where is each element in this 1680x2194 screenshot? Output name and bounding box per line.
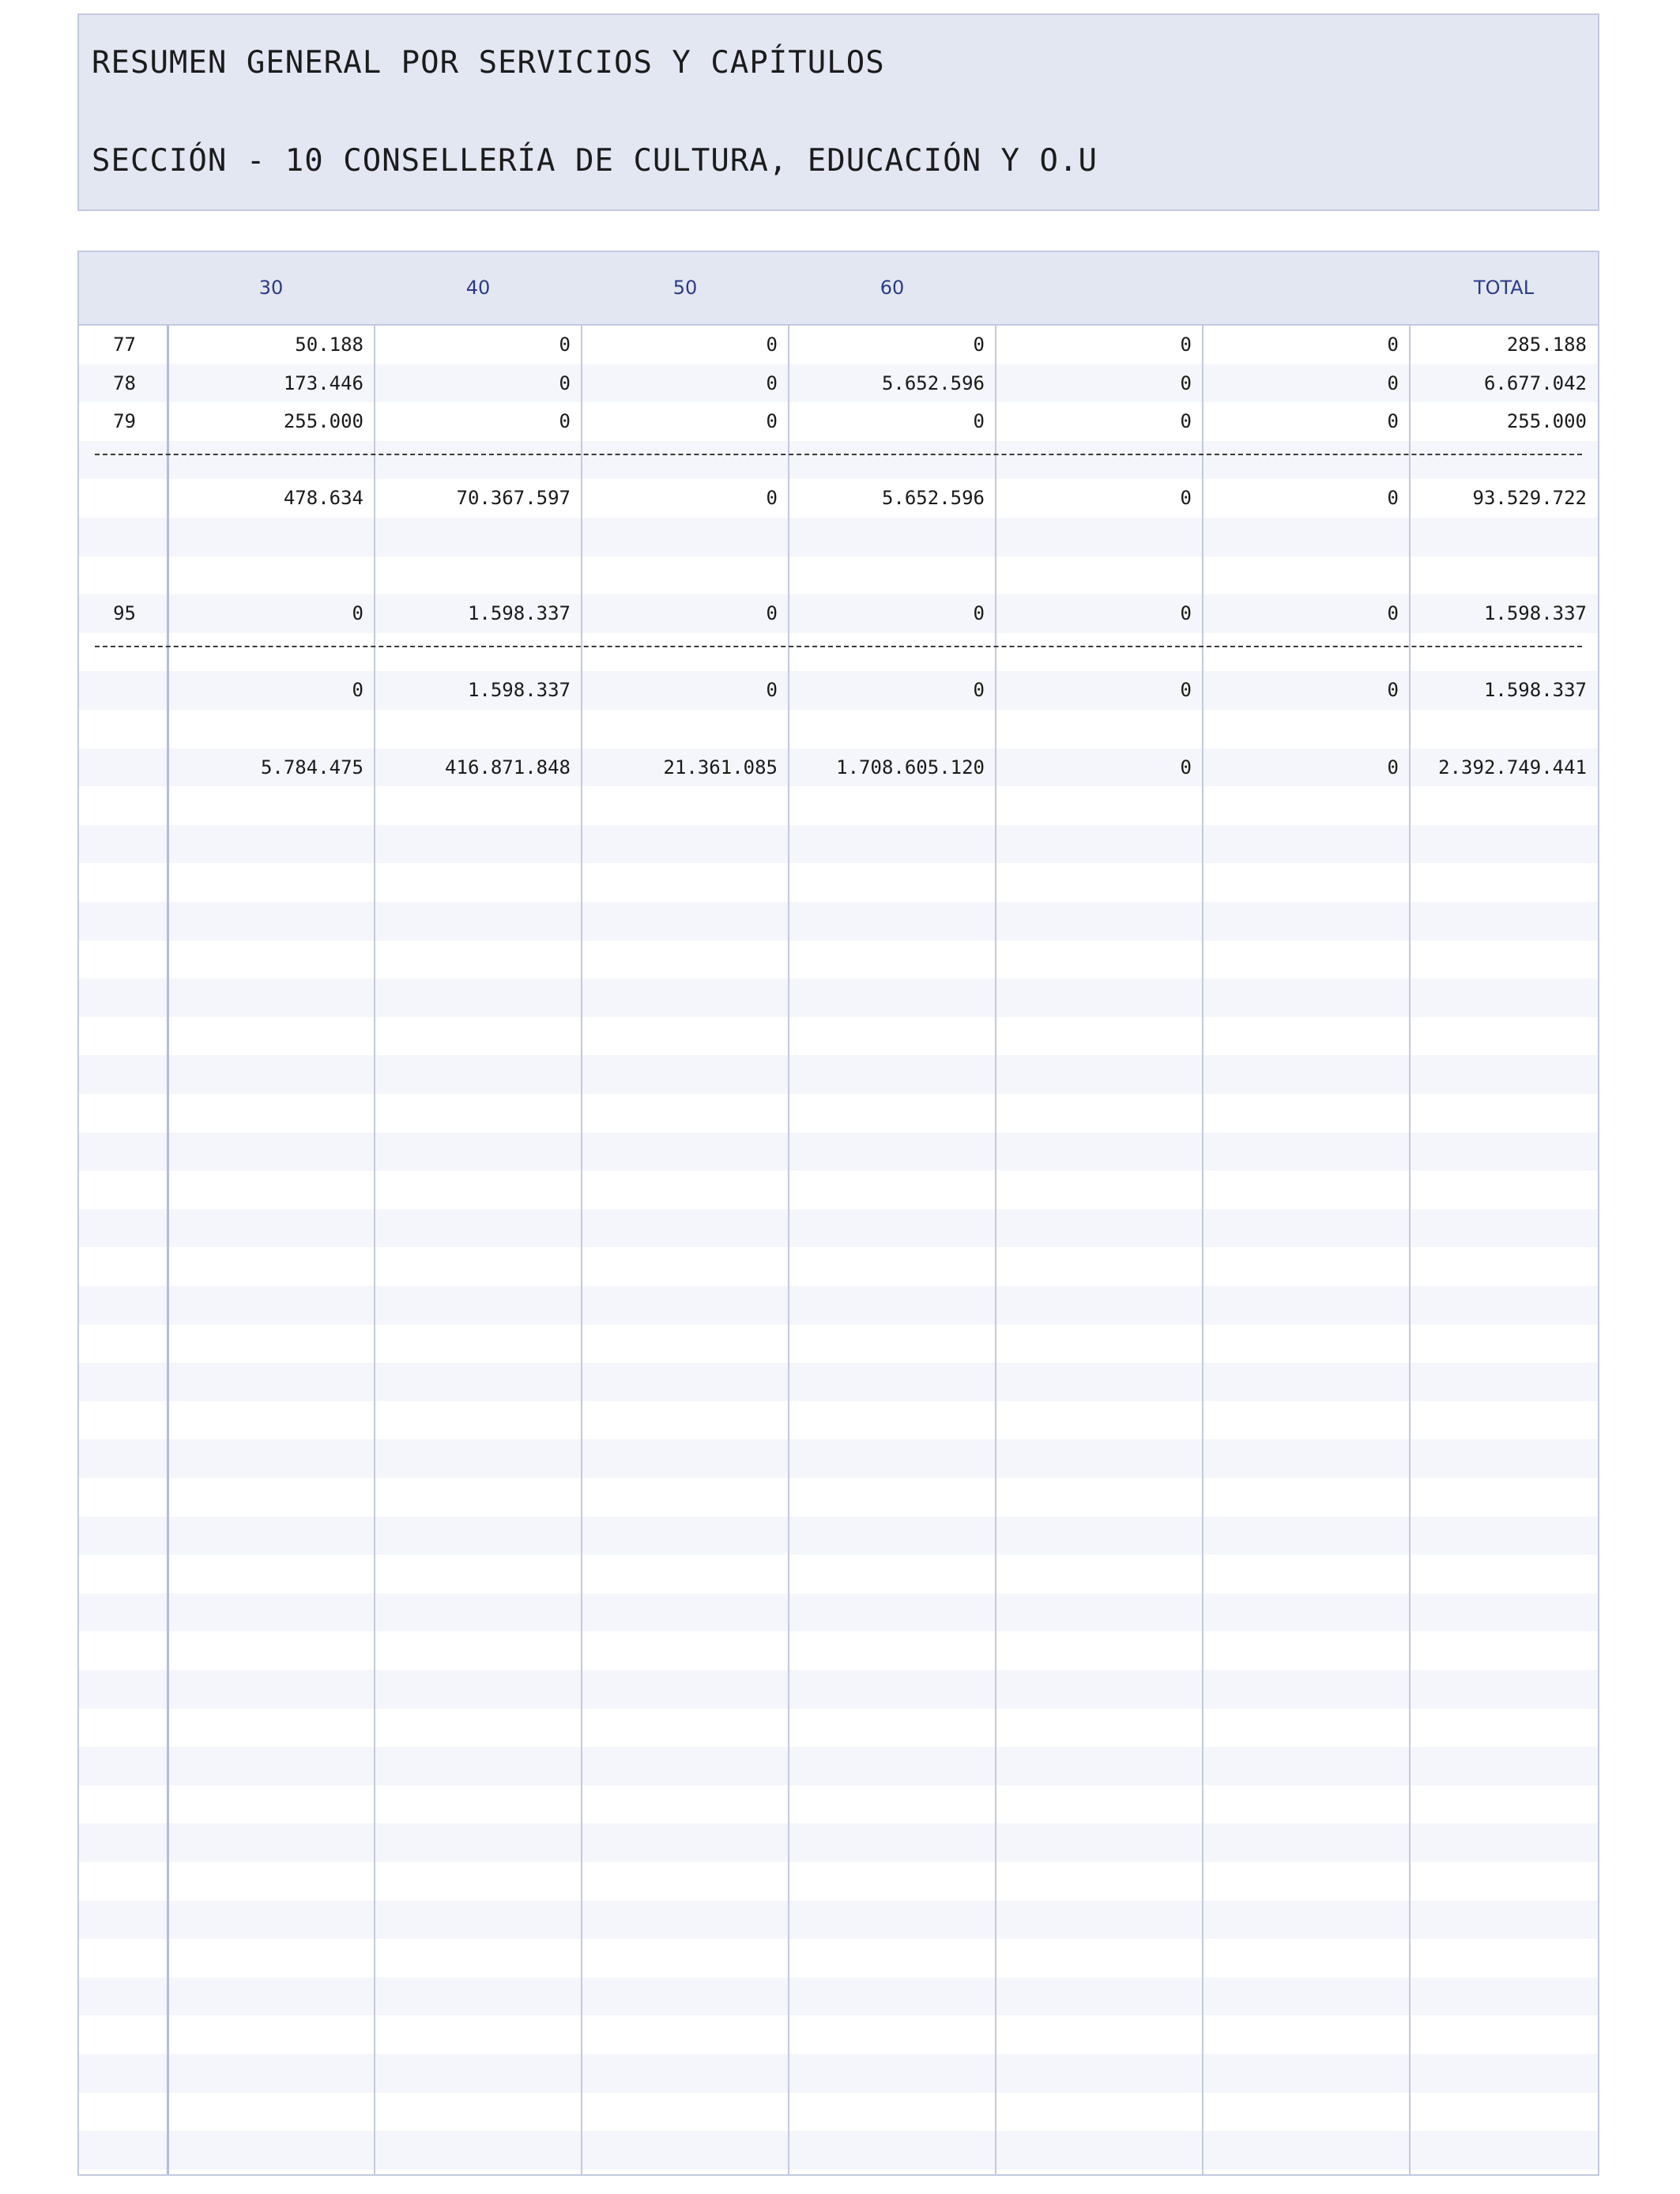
row-stripe (79, 1209, 1598, 1248)
row-stripe (79, 1977, 1598, 2016)
table-cell: 416.871.848 (445, 756, 571, 778)
table-cell: 0 (1180, 334, 1192, 356)
row-stripe (79, 1133, 1598, 1171)
row-code: 95 (113, 602, 136, 625)
table-cell: 1.598.337 (467, 679, 571, 702)
table-cell: 0 (1387, 679, 1399, 702)
row-stripe (79, 1286, 1598, 1325)
table-cell: 0 (973, 602, 985, 625)
row-stripe (79, 1517, 1598, 1555)
table-cell: 21.361.085 (663, 756, 778, 778)
table-cell: 478.634 (283, 487, 363, 510)
report-section: SECCIÓN - 10 CONSELLERÍA DE CULTURA, EDUCACIÓN Y O.U (92, 143, 1098, 179)
table-cell: 93.529.722 (1472, 487, 1587, 510)
table-cell: 0 (766, 371, 778, 394)
table-row (79, 594, 1598, 633)
table-cell: 50.188 (295, 334, 363, 356)
table-row (79, 326, 1598, 364)
column-header: 30 (258, 277, 284, 299)
table-cell: 0 (1387, 487, 1399, 510)
table-cell: 0 (559, 334, 571, 356)
table-cell: 1.708.605.120 (836, 756, 985, 778)
table-cell: 1.598.337 (467, 602, 571, 625)
table-cell: 0 (1387, 410, 1399, 433)
table-cell: 5.784.475 (260, 756, 363, 778)
row-stripe (79, 1055, 1598, 1094)
table-header (79, 252, 1598, 326)
row-code (79, 748, 168, 787)
row-stripe (79, 1363, 1598, 1401)
table-cell: 1.598.337 (1483, 602, 1587, 625)
column-divider (1409, 252, 1411, 2174)
table-cell: 0 (352, 602, 363, 625)
row-stripe (79, 2054, 1598, 2093)
table-cell: 0 (973, 679, 985, 702)
table-row (79, 364, 1598, 403)
column-divider (374, 252, 375, 2174)
table-cell: 0 (1387, 602, 1399, 625)
separator-row (79, 441, 1598, 480)
table-cell: 0 (1180, 371, 1192, 394)
row-stripe (79, 1747, 1598, 1785)
dashed-separator (95, 454, 1582, 455)
row-stripe (79, 978, 1598, 1017)
table-cell: 0 (352, 679, 363, 702)
table-cell: 0 (1387, 756, 1399, 778)
table-cell: 0 (766, 487, 778, 510)
table-cell: 0 (766, 679, 778, 702)
table-cell: 2.392.749.441 (1438, 756, 1587, 778)
row-code: 77 (113, 334, 136, 356)
table-cell: 0 (1180, 410, 1192, 433)
row-stripe (79, 825, 1598, 864)
table-cell: 0 (1387, 371, 1399, 394)
row-code: 78 (113, 371, 136, 394)
table-row (79, 479, 1598, 518)
column-header: 60 (880, 277, 905, 299)
column-divider (581, 252, 582, 2174)
report-header (77, 13, 1599, 211)
column-header: 40 (465, 277, 491, 299)
row-stripe (79, 1901, 1598, 1940)
table-cell: 0 (1180, 756, 1192, 778)
table-cell: 0 (1180, 487, 1192, 510)
table-cell: 0 (766, 410, 778, 433)
report-title: RESUMEN GENERAL POR SERVICIOS Y CAPÍTULOS (92, 45, 885, 81)
table-cell: 0 (559, 371, 571, 394)
row-code: 79 (113, 410, 136, 433)
table-cell: 6.677.042 (1483, 371, 1587, 394)
table-row (79, 402, 1598, 441)
column-header: TOTAL (1473, 277, 1535, 299)
column-header (996, 252, 1203, 324)
dashed-separator (95, 646, 1582, 647)
table-cell: 5.652.596 (881, 371, 985, 394)
table-cell: 0 (766, 602, 778, 625)
table-cell: 173.446 (283, 371, 363, 394)
table-cell: 255.000 (283, 410, 363, 433)
table-cell: 0 (559, 410, 571, 433)
table-cell: 0 (1387, 334, 1399, 356)
row-code (79, 479, 168, 518)
table-row (79, 671, 1598, 710)
row-code (79, 671, 168, 710)
table-cell: 0 (766, 334, 778, 356)
column-divider (1202, 252, 1203, 2174)
row-stripe (79, 902, 1598, 941)
column-divider (788, 252, 789, 2174)
column-divider (167, 252, 169, 2174)
row-stripe (79, 2131, 1598, 2169)
table-cell: 0 (973, 334, 985, 356)
table-cell: 0 (1180, 602, 1192, 625)
table-cell: 1.598.337 (1483, 679, 1587, 702)
column-header: 50 (672, 277, 698, 299)
column-header (79, 252, 168, 324)
separator-row (79, 633, 1598, 672)
table-row (79, 748, 1598, 787)
summary-table (77, 251, 1599, 2176)
table-cell: 255.000 (1506, 410, 1587, 433)
row-stripe (79, 1823, 1598, 1862)
column-header (1203, 252, 1410, 324)
column-divider (995, 252, 996, 2174)
row-stripe (79, 1593, 1598, 1632)
table-cell: 70.367.597 (456, 487, 571, 510)
table-cell: 0 (1180, 679, 1192, 702)
table-cell: 5.652.596 (881, 487, 985, 510)
table-cell: 285.188 (1506, 334, 1587, 356)
row-stripe (79, 518, 1598, 556)
row-stripe (79, 1439, 1598, 1478)
row-stripe (79, 1670, 1598, 1709)
table-cell: 0 (973, 410, 985, 433)
